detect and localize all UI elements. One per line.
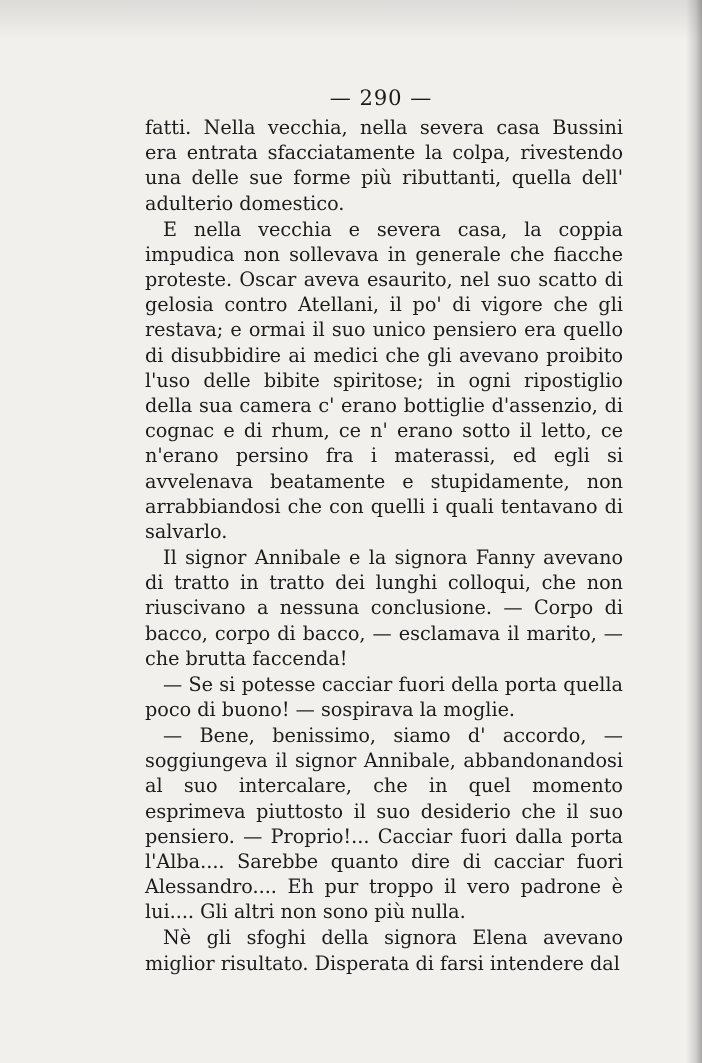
- paragraph-6: Nè gli sfoghi della signora Elena avevano miglior risultato. Disperata di farsi intendere dal: [145, 926, 623, 975]
- paragraph-3: Il signor Annibale e la signora Fanny avevano di tratto in tratto dei lunghi colloqui, che non riuscivano a nessuna conclusione. — Corpo di bacco, corpo di bacco, — esclamava il marito, — che brutta faccenda!: [145, 546, 623, 670]
- paragraph-1: fatti. Nella vecchia, nella severa casa Bussini era entrata sfacciatamente la colpa, rivestendo una delle sue forme più ributtanti, quella dell' adulterio domestico.: [145, 116, 623, 215]
- body-text: [145, 115, 623, 976]
- page-edge-shadow: [686, 0, 702, 1063]
- paragraph-4: — Se si potesse cacciar fuori della porta quella poco di buono! — sospirava la moglie.: [145, 672, 623, 722]
- page-top-shadow: [0, 0, 702, 40]
- paragraph-5: — Bene, benissimo, siamo d' accordo, — soggiungeva il signor Annibale, abbandonandosi al suo intercalare, che in quel momento esprimeva piuttosto il suo desiderio che il suo pensiero. — Proprio!... Cacciar fuori dalla porta l'Alba.... Sarebbe quanto dire di cacciar fuori Alessandro.... Eh pur troppo il vero padrone è lui.... Gli altri non sono più nulla.: [145, 724, 623, 924]
- page-number: — 290 —: [329, 86, 433, 110]
- paragraph-2: E nella vecchia e severa casa, la coppia impudica non sollevava in generale che fiacche proteste. Oscar aveva esaurito, nel suo scatto di gelosia contro Atellani, il po' di vigore che gli restava; e ormai il suo unico pensiero era quello di disubbidire ai medici che gli avevano proibito l'uso delle bibite spiritose; in ogni ripostiglio della sua camera c' erano bottiglie d'assenzio, di cognac e di rhum, ce n' erano sotto il letto, ce n'erano persino fra i materassi, ed egli si avvelenava beatamente e stupidamente, non arrabbiandosi che con quelli i quali tentavano di salvarlo.: [145, 217, 623, 544]
